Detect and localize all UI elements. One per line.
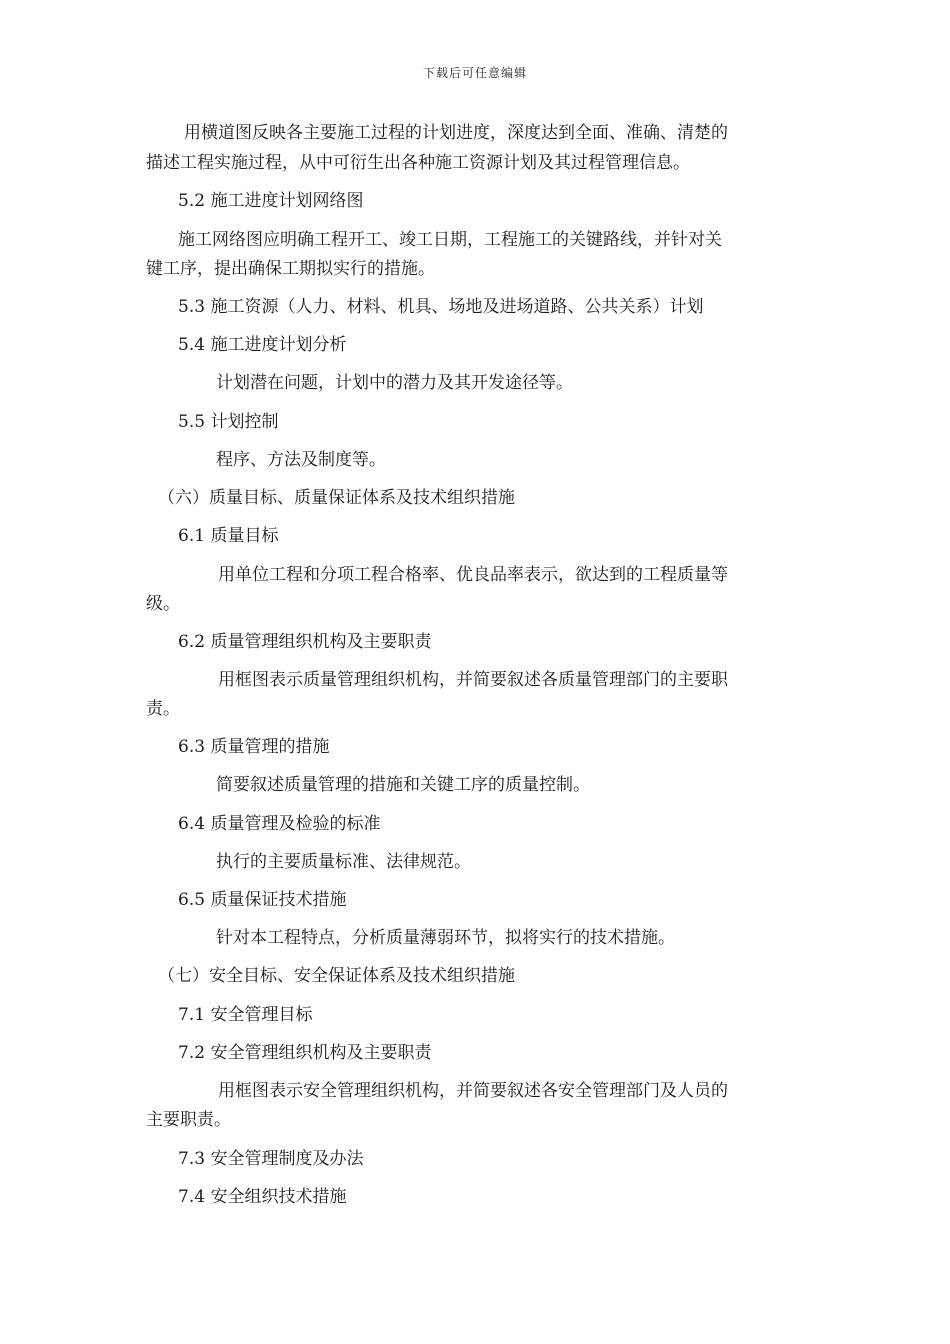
section-heading-7-4: 7.4 安全组织技术措施 [178, 1187, 347, 1207]
section-heading-6-3: 6.3 质量管理的措施 [178, 737, 330, 757]
paragraph-line: 责。 [146, 699, 180, 719]
paragraph-line: 针对本工程特点，分析质量薄弱环节，拟将实行的技术措施。 [216, 928, 675, 948]
section-heading-7-1: 7.1 安全管理目标 [178, 1005, 313, 1025]
paragraph-line: 简要叙述质量管理的措施和关键工序的质量控制。 [216, 775, 590, 795]
paragraph-line: 描述工程实施过程，从中可衍生出各种施工资源计划及其过程管理信息。 [146, 153, 690, 173]
paragraph-line: 程序、方法及制度等。 [216, 450, 386, 470]
section-heading-5-2: 5.2 施工进度计划网络图 [178, 191, 364, 211]
paragraph-line: 用单位工程和分项工程合格率、优良品率表示，欲达到的工程质量等 [218, 565, 728, 585]
paragraph-line: 计划潜在问题，计划中的潜力及其开发途径等。 [216, 373, 573, 393]
section-heading-5-4: 5.4 施工进度计划分析 [178, 335, 347, 355]
section-heading-7-2: 7.2 安全管理组织机构及主要职责 [178, 1043, 432, 1063]
paragraph-line: 执行的主要质量标准、法律规范。 [216, 852, 471, 872]
paragraph-line: 级。 [146, 594, 180, 614]
paragraph-line: 主要职责。 [146, 1110, 231, 1130]
paragraph-line: 用框图表示质量管理组织机构，并简要叙述各质量管理部门的主要职 [218, 670, 728, 690]
chapter-heading-6: （六）质量目标、质量保证体系及技术组织措施 [158, 488, 515, 508]
section-heading-6-5: 6.5 质量保证技术措施 [178, 890, 347, 910]
section-heading-7-3: 7.3 安全管理制度及办法 [178, 1149, 364, 1169]
section-heading-5-3: 5.3 施工资源（人力、材料、机具、场地及进场道路、公共关系）计划 [178, 297, 704, 317]
page-header: 下载后可任意编辑 [422, 66, 527, 80]
section-heading-6-4: 6.4 质量管理及检验的标准 [178, 814, 381, 834]
paragraph-line: 用横道图反映各主要施工过程的计划进度，深度达到全面、准确、清楚的 [184, 123, 728, 143]
section-heading-5-5: 5.5 计划控制 [178, 412, 279, 432]
paragraph-line: 用框图表示安全管理组织机构，并简要叙述各安全管理部门及人员的 [218, 1081, 728, 1101]
paragraph-line: 施工网络图应明确工程开工、竣工日期，工程施工的关键路线，并针对关 [178, 230, 722, 250]
paragraph-line: 键工序，提出确保工期拟实行的措施。 [146, 259, 435, 279]
section-heading-6-2: 6.2 质量管理组织机构及主要职责 [178, 632, 432, 652]
section-heading-6-1: 6.1 质量目标 [178, 526, 279, 546]
chapter-heading-7: （七）安全目标、安全保证体系及技术组织措施 [158, 966, 515, 986]
